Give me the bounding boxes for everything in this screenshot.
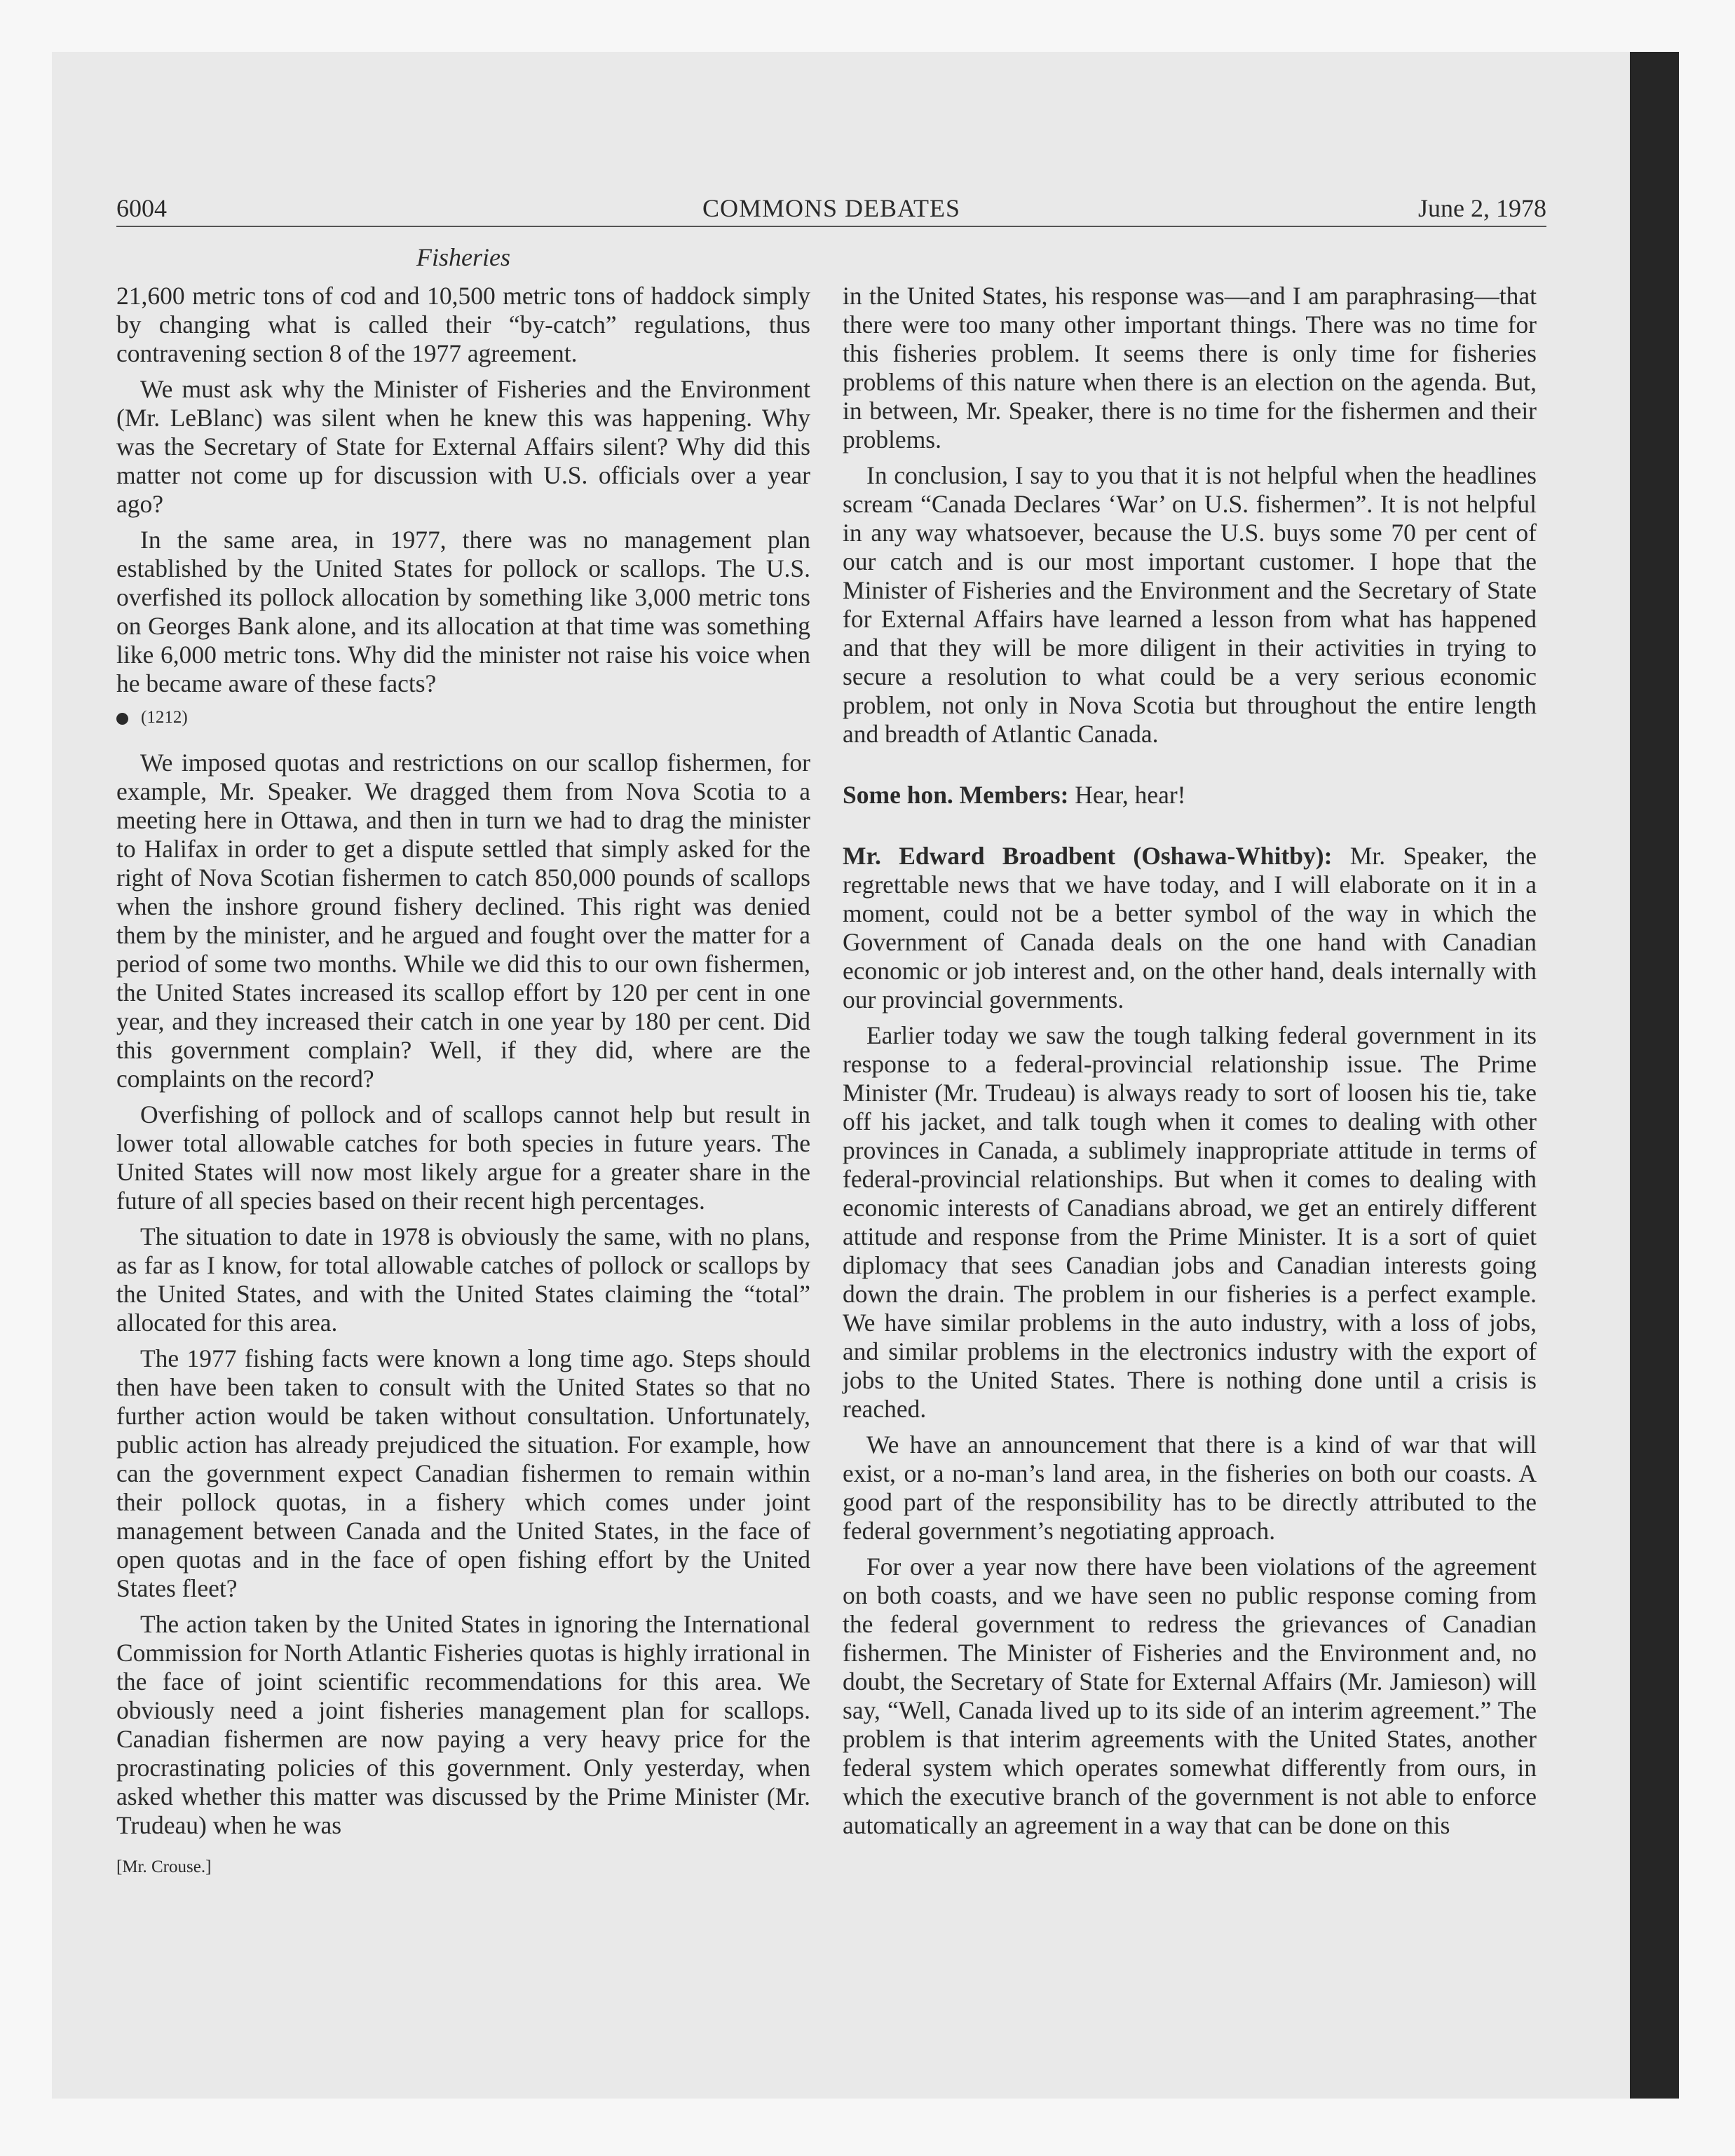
paragraph: Overfishing of pollock and of scallops cannot help but result in lower total allowable catches for both species in future years. The United States will now most likely argue for a greater share in the future of all species based on their recent high percentages. bbox=[116, 1100, 810, 1215]
speaker-attribution: [Mr. Crouse.] bbox=[116, 1857, 212, 1876]
speech-opening bbox=[843, 842, 1537, 1014]
speaker-name: Some hon. Members: bbox=[843, 781, 1069, 809]
time-marker bbox=[116, 705, 810, 730]
paragraph: Earlier today we saw the tough talking federal government in its response to a federal-provincial relationship issue. The Prime Minister (Mr. Trudeau) is always ready to sort of loosen his tie, take off his jacket, and talk tough when it comes to dealing with other provinces in Canada, a sublimely inappropriate attitude in terms of federal-provincial relationships. But when it comes to dealing with economic interests of Canadians abroad, we get an entirely different attitude and response from the Prime Minister. It is a sort of quiet diplomacy that sees Canadian jobs and Canadian interests going down the drain. The problem in our fisheries is a perfect example. We have similar problems in the auto industry, with a loss of jobs, and similar problems in the electronics industry with the export of jobs to the United States. There is nothing done until a crisis is reached. bbox=[843, 1021, 1537, 1423]
page-number: 6004 bbox=[116, 194, 167, 222]
page-header bbox=[116, 188, 1546, 230]
paragraph: In the same area, in 1977, there was no management plan established by the United States for pollock or scallops. The U.S. overfished its pollock allocation by something like 3,000 metric tons on Georges Bank alone, and its allocation at that time was something like 6,000 metric tons. Why did the minister not raise his voice when he became aware of these facts? bbox=[116, 526, 810, 697]
bullet-icon bbox=[116, 713, 128, 725]
paragraph: We must ask why the Minister of Fisheries and the Environment (Mr. LeBlanc) was silent when he knew this was happening. Why was the Secretary of State for External Affairs silent? Why did this matter not come up for discussion with U.S. officials over a year ago? bbox=[116, 375, 810, 518]
right-column bbox=[843, 282, 1537, 1847]
paragraph: For over a year now there have been violations of the agreement on both coasts, and we have seen no public response coming from the federal government to redress the grievances of Canadian fishermen. The Minister of Fisheries and the Environment and, no doubt, the Secretary of State for External Affairs (Mr. Jamieson) will say, “Well, Canada lived up to its side of an interim agreement.” The problem is that interim agreements with the United States, another federal system which operates somewhat differently from ours, in which the executive branch of the government is not able to enforce automatically an agreement in a way that can be done on this bbox=[843, 1553, 1537, 1839]
interjection-text: Hear, hear! bbox=[1075, 781, 1186, 809]
paragraph: in the United States, his response was—and I am paraphrasing—that there were too many other important things. There was no time for this fisheries problem. It seems there is only time for fisheries problems of this nature when there is an election on the agenda. But, in between, Mr. Speaker, there is no time for the fishermen and their problems. bbox=[843, 282, 1537, 453]
section-title: Fisheries bbox=[416, 243, 510, 271]
paragraph: The situation to date in 1978 is obviously the same, with no plans, as far as I know, for total allowable catches of pollock or scallops by the United States, and with the United States claiming the “total” allocated for this area. bbox=[116, 1222, 810, 1337]
paragraph: We imposed quotas and restrictions on our scallop fishermen, for example, Mr. Speaker. We dragged them from Nova Scotia to a meeting here in Ottawa, and then in turn we had to drag the minister to Halifax in order to get a dispute settled that simply asked for the right of Nova Scotian fishermen to catch 850,000 pounds of scallops when the inshore ground fishery declined. This right was denied them by the minister, and he argued and fought over the matter for a period of some two months. While we did this to our own fishermen, the United States increased its scallop effort by 120 per cent in one year, and they increased their catch in one year by 180 per cent. Did this government complain? Well, if they did, where are the complaints on the record? bbox=[116, 749, 810, 1093]
paragraph: The 1977 fishing facts were known a long time ago. Steps should then have been taken to consult with the United States so that no further action would be taken without consultation. Unfortunately, public action has already prejudiced the situation. For example, how can the government expect Canadian fishermen to remain within their pollock quotas, in a fishery which comes under joint management between Canada and the United States, in the face of open quotas and in the face of open fishing effort by the United States fleet? bbox=[116, 1344, 810, 1602]
scan-edge-strip bbox=[1630, 52, 1679, 2099]
paragraph: We have an announcement that there is a kind of war that will exist, or a no-man’s land area, in the fisheries on both our coasts. A good part of the responsibility has to be directly attributed to the federal government’s negotiating approach. bbox=[843, 1431, 1537, 1545]
header-rule bbox=[116, 226, 1546, 227]
time-marker-text: (1212) bbox=[141, 708, 188, 727]
speaker-name: Mr. Edward Broadbent (Oshawa-Whitby): bbox=[843, 842, 1333, 870]
publication-title: COMMONS DEBATES bbox=[702, 194, 961, 222]
left-column bbox=[116, 282, 810, 1881]
paragraph: 21,600 metric tons of cod and 10,500 metric tons of haddock simply by changing what is called their “by-catch” regulations, thus contravening section 8 of the 1977 agreement. bbox=[116, 282, 810, 367]
interjection bbox=[843, 781, 1537, 810]
paragraph: In conclusion, I say to you that it is not helpful when the headlines scream “Canada Declares ‘War’ on U.S. fishermen”. It is not helpful in any way whatsoever, because the U.S. buys some 70 per cent of our catch and is our most important customer. I hope that the Minister of Fisheries and the Environment and the Secretary of State for External Affairs have learned a lesson from what has happened and that they will be more diligent in their activities in trying to secure a resolution to what could be a very serious economic problem, not only in Nova Scotia but throughout the entire length and breadth of Atlantic Canada. bbox=[843, 461, 1537, 748]
page-date: June 2, 1978 bbox=[1418, 194, 1546, 222]
speech-text: Mr. Speaker, the regrettable news that we have today, and I will elaborate on it in a moment, could not be a better symbol of the way in which the Government of Canada deals on the one hand with Canadian economic or job interest and, on the other hand, deals internally with our provincial governments. bbox=[843, 842, 1537, 1014]
paragraph: The action taken by the United States in ignoring the International Commission for North Atlantic Fisheries quotas is highly irrational in the face of joint scientific recommendations for this area. We obviously need a joint fisheries management plan for scallops. Canadian fishermen are now paying a very heavy price for the procrastinating policies of this government. Only yesterday, when asked whether this matter was discussed by the Prime Minister (Mr. Trudeau) when he was bbox=[116, 1610, 810, 1839]
